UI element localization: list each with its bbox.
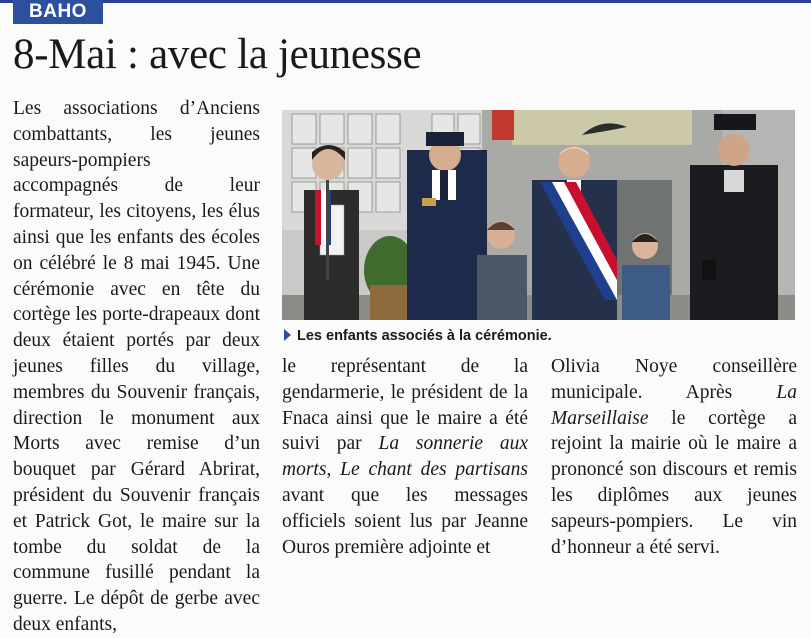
photo-caption-text: Les enfants associés à la cérémonie. (297, 328, 552, 344)
col2-title-chant: Le chant des partisans (340, 459, 529, 481)
ceremony-photo (282, 110, 795, 320)
col3-title-marseillaise: La Marseillaise (551, 381, 797, 429)
col2-title-sonnerie: La sonnerie aux morts (282, 433, 529, 481)
article-headline: 8-Mai : avec la jeunesse (13, 31, 422, 78)
caption-marker-icon (284, 329, 291, 341)
top-rule (0, 0, 811, 3)
photo-caption (282, 326, 795, 346)
article-column-1: Les associations d’Anciens combattants, les jeunes sapeurs-pompiers accompagnés de leur formateur, les citoyens, les élus ainsi que les enfants des écoles on célébré le 8 mai 1945. Une cérémonie avec en tête du cortège les porte-drapeaux dont deux étaient portés par deux jeunes filles du village, membres du Souvenir français, direction le monument aux Morts avec remise d’un bouquet par Gérard Abrirat, président du Souvenir français et Patrick Got, le maire sur la tombe du soldat de la commune fusillé pendant la guerre. Le dépôt de gerbe avec deux enfants, (13, 98, 260, 635)
col3-text-1: Olivia Noye conseillère municipale. Après (551, 356, 797, 403)
col3-text-2: le cortège a rejoint la mairie où le maire a prononcé son discours et remis les diplômes aux jeunes sapeurs-pompiers. Le vin d’honneur a été servi. (551, 407, 797, 558)
col2-text-1: le représentant de la gendarmerie, le président de la Fnaca ainsi que le maire a été suivi par (282, 356, 528, 455)
col2-text-2: , (326, 459, 341, 481)
section-label: BAHO (13, 0, 103, 24)
article-column-3 (551, 354, 797, 560)
col2-text-3: avant que les messages officiels soient lus par Jeanne Ouros première adjointe et (282, 484, 528, 558)
ceremony-photo-illustration (282, 110, 795, 320)
article-column-2 (282, 354, 528, 560)
